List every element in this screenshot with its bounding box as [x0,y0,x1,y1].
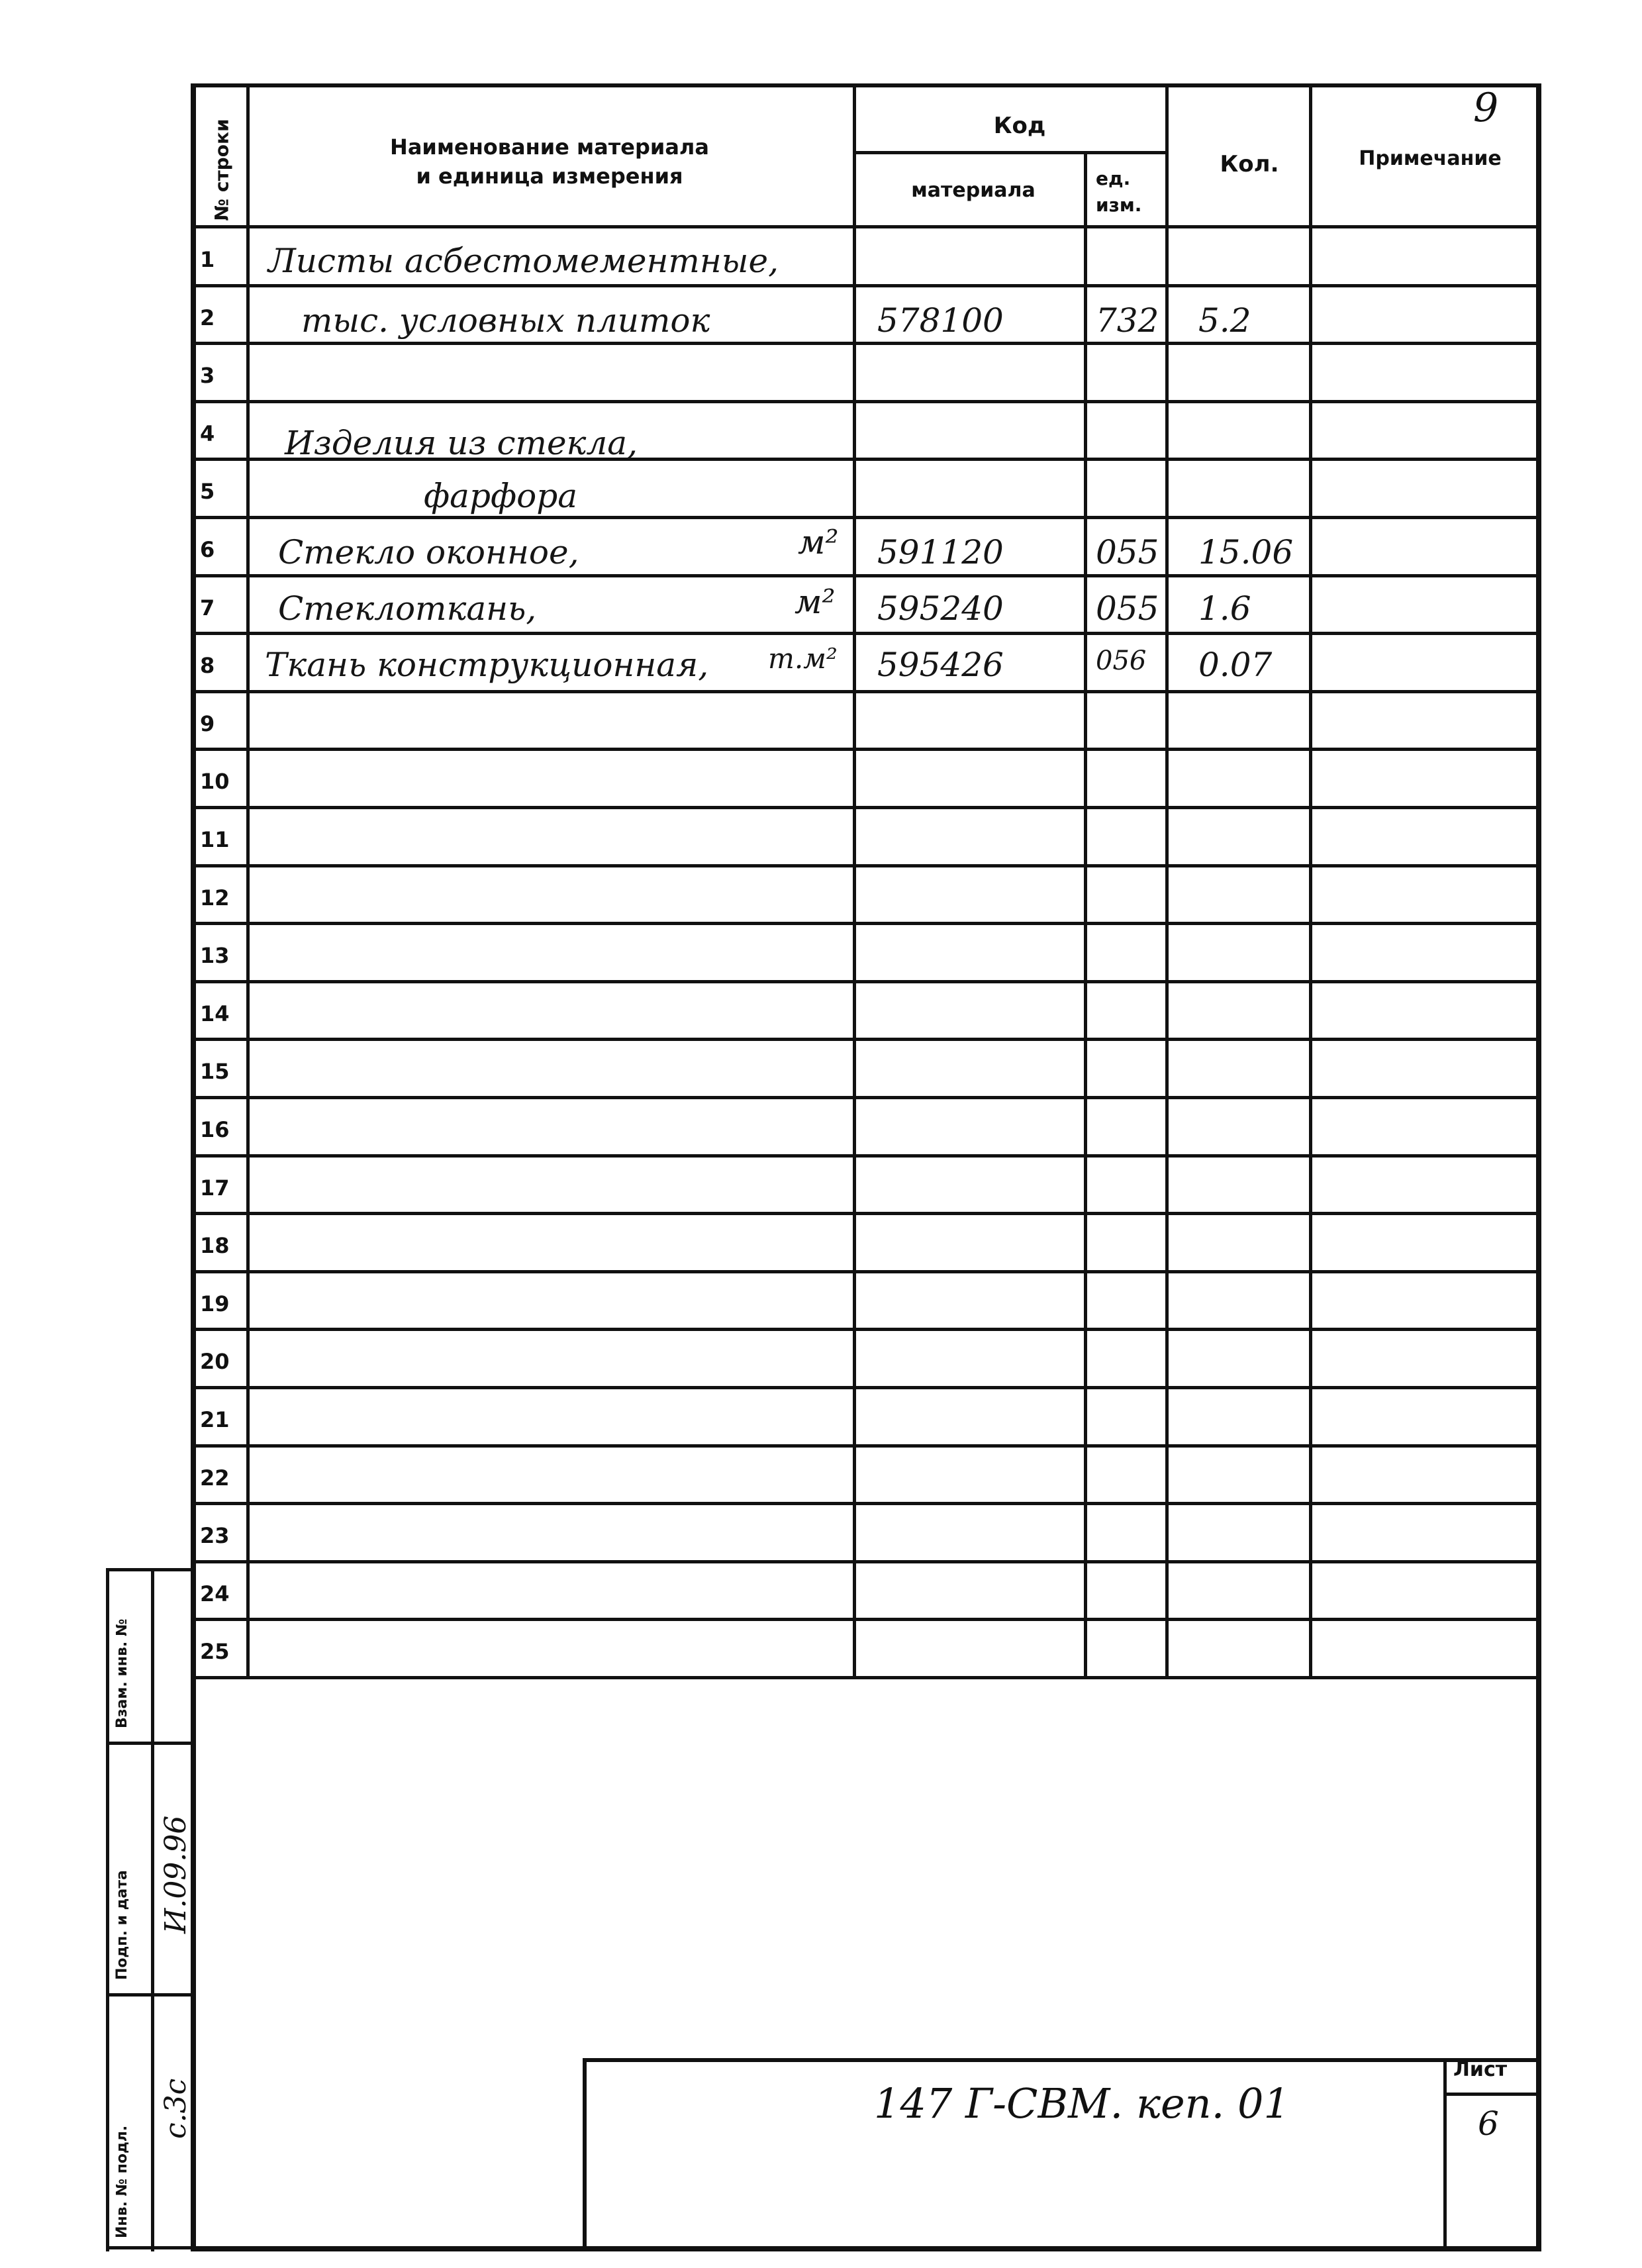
row-number: 1 [200,247,215,272]
row-number: 23 [200,1523,230,1549]
row-line [196,1096,1537,1099]
row-1-name: Листы асбестомементные, [268,242,779,280]
row-line [196,1676,1537,1679]
page-number: 9 [1473,85,1499,131]
row-line [196,342,1537,345]
row-number: 8 [200,653,215,679]
document-code: 147 Г-СВМ. кеп. 01 [874,2079,1290,2128]
header-note: Примечание [1359,147,1502,170]
row-number: 11 [200,827,230,852]
row-6-unit: 055 [1096,533,1159,571]
frame-top [191,83,1541,87]
row-line [196,1444,1537,1448]
row-number: 16 [200,1117,230,1142]
sheet-number: 6 [1478,2104,1499,2143]
stamp-bottom-line [106,2246,192,2249]
row-number: 2 [200,305,215,330]
title-block-top [583,2058,1539,2062]
stamp-line-2 [106,1993,192,1997]
sheet-label: Лист [1453,2058,1508,2081]
row-line [196,864,1537,867]
row-2-code: 578100 [877,301,1004,340]
title-block-left [583,2059,587,2251]
row-7-name: Стеклоткань, [278,589,537,628]
title-block-sheet-line [1443,2093,1539,2096]
row-number: 15 [200,1059,230,1085]
title-block-sheet-divider [1443,2059,1447,2251]
col-divider-name [853,86,856,1679]
header-unit: ед. изм. [1096,168,1142,216]
row-number: 18 [200,1233,230,1259]
row-number: 5 [200,479,215,505]
header-bottom-line [196,225,1537,228]
row-8-qty: 0.07 [1198,646,1273,684]
row-line [196,1212,1537,1215]
header-code: Код [993,113,1046,139]
row-line [196,922,1537,925]
row-number: 12 [200,885,230,911]
header-code-split [853,151,1167,154]
row-8-name: Ткань конструкционная, [265,646,709,684]
row-line [196,1560,1537,1563]
row-line [196,516,1537,519]
header-row-number: № строки [211,119,233,221]
frame-right [1536,86,1541,2251]
row-number: 10 [200,769,230,795]
row-line [196,980,1537,983]
row-7-unit: 055 [1096,589,1159,628]
row-7-unit-text: м² [795,583,836,621]
row-2-qty: 5.2 [1198,301,1251,340]
row-5-name: фарфора [424,477,578,515]
row-line [196,690,1537,693]
row-number: 3 [200,363,215,389]
row-6-name: Стекло оконное, [278,533,579,571]
row-6-qty: 15.06 [1198,533,1294,571]
row-number: 21 [200,1407,230,1432]
stamp-inv-hand: с.3с [159,2078,193,2139]
row-8-unit-text: т.м² [768,642,838,675]
row-number: 17 [200,1175,230,1201]
col-divider-qty [1309,86,1312,1679]
stamp-replace-inv: Взам. инв. № [114,1618,130,1728]
stamp-middle-line [151,1569,154,2251]
stamp-sign-date: Подп. и дата [114,1870,130,1980]
row-6-unit-text: м² [798,523,839,562]
row-line [196,806,1537,809]
row-number: 7 [200,595,215,620]
row-number: 13 [200,943,230,969]
row-line [196,1154,1537,1158]
stamp-sign-hand: И.09.96 [159,1815,193,1934]
row-8-code: 595426 [877,646,1004,684]
row-line [196,1386,1537,1389]
row-line [196,1502,1537,1505]
row-line [196,748,1537,751]
frame-bottom [191,2246,1541,2251]
row-2-unit: 732 [1096,301,1159,340]
row-line [196,1270,1537,1273]
col-divider-num [246,86,250,1679]
row-number: 19 [200,1291,230,1316]
row-number: 22 [200,1465,230,1491]
row-number: 4 [200,420,215,446]
header-material-code: материала [911,179,1036,202]
row-8-unit: 056 [1096,646,1147,676]
row-line [196,632,1537,635]
row-line [196,400,1537,403]
row-number: 20 [200,1349,230,1375]
row-7-qty: 1.6 [1198,589,1251,628]
stamp-left-edge [106,1569,109,2251]
row-4-name: Изделия из стекла, [285,424,638,462]
row-number: 24 [200,1581,230,1606]
stamp-top-line [106,1568,192,1571]
row-line [196,1328,1537,1331]
row-2-name: тыс. условных плиток [301,301,710,340]
row-number: 14 [200,1001,230,1026]
stamp-line-1 [106,1742,192,1745]
col-divider-unit [1165,86,1169,1679]
row-6-code: 591120 [877,533,1004,571]
row-7-code: 595240 [877,589,1004,628]
row-line [196,574,1537,577]
row-number: 9 [200,711,215,736]
row-line [196,284,1537,287]
row-number: 6 [200,537,215,562]
stamp-inv-orig: Инв. № подл. [114,2125,130,2238]
row-number: 25 [200,1639,230,1665]
header-material-name: Наименование материала и единица измерения [390,134,709,189]
col-divider-material [1084,152,1087,1679]
row-line [196,1038,1537,1041]
row-line [196,1618,1537,1621]
header-quantity: Кол. [1220,151,1279,177]
